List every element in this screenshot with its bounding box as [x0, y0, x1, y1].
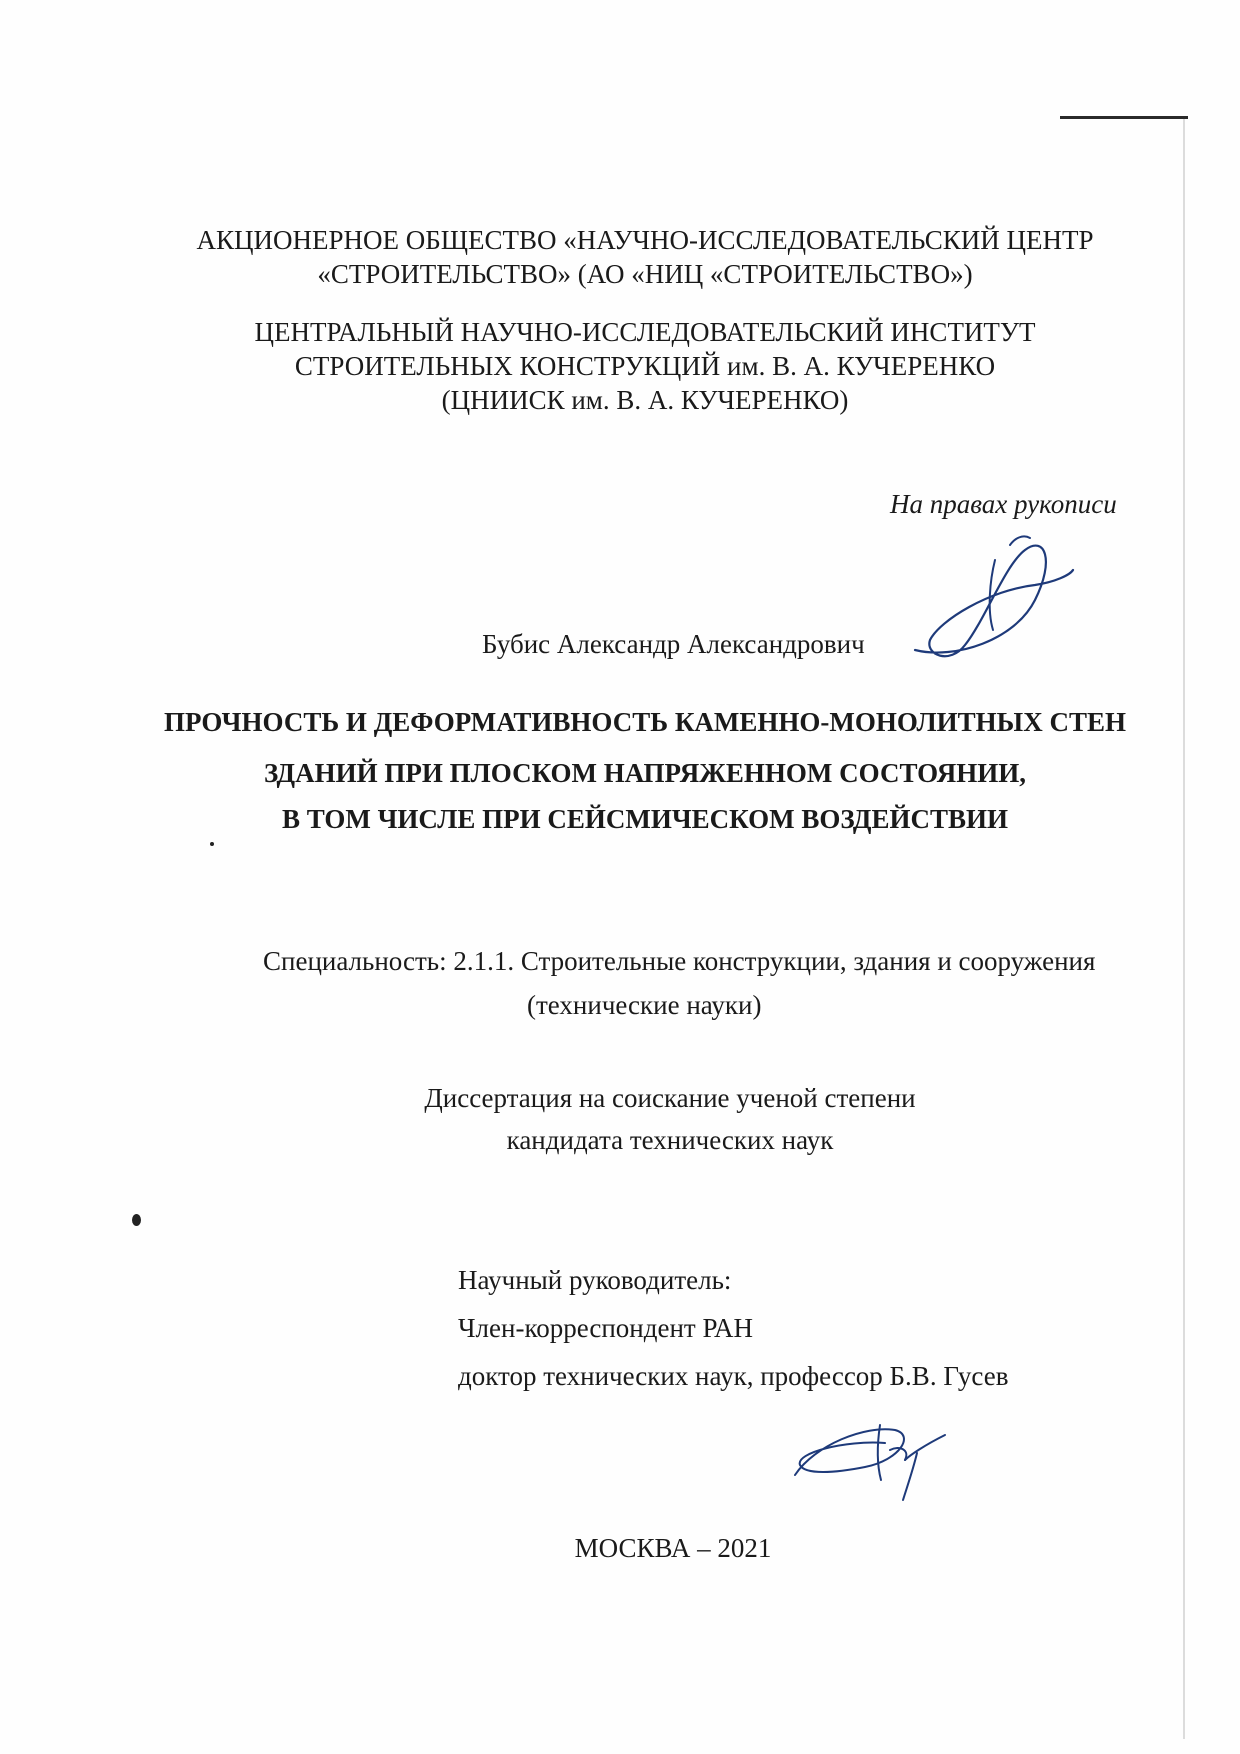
- title-line-3: В ТОМ ЧИСЛЕ ПРИ СЕЙСМИЧЕСКОМ ВОЗДЕЙСТВИИ: [281, 804, 1009, 834]
- manuscript-rights: На правах рукописи: [890, 489, 1117, 519]
- scan-speck: [132, 1214, 141, 1226]
- title-line-1: ПРОЧНОСТЬ И ДЕФОРМАТИВНОСТЬ КАМЕННО-МОНОЛИТНЫХ СТЕН: [164, 707, 1126, 737]
- institute-line-3: (ЦНИИСК им. В. А. КУЧЕРЕНКО): [441, 385, 849, 415]
- specialty-line-2: (технические науки): [527, 990, 762, 1020]
- footer-city-year: МОСКВА – 2021: [574, 1533, 772, 1563]
- dissertation-line-1: Диссертация на соискание ученой степени: [424, 1083, 916, 1113]
- supervisor-rank: Член-корреспондент РАН: [458, 1313, 754, 1343]
- organization-line-1: АКЦИОНЕРНОЕ ОБЩЕСТВО «НАУЧНО-ИССЛЕДОВАТЕЛЬСКИЙ ЦЕНТР: [196, 225, 1094, 255]
- title-line-2: ЗДАНИЙ ПРИ ПЛОСКОМ НАПРЯЖЕННОМ СОСТОЯНИИ,: [263, 758, 1027, 788]
- institute-line-1: ЦЕНТРАЛЬНЫЙ НАУЧНО-ИССЛЕДОВАТЕЛЬСКИЙ ИНСТИТУТ: [254, 317, 1036, 347]
- supervisor-signature: [785, 1405, 955, 1505]
- organization-line-2: «СТРОИТЕЛЬСТВО» (АО «НИЦ «СТРОИТЕЛЬСТВО»): [317, 259, 973, 289]
- scan-edge-top: [1060, 116, 1188, 119]
- supervisor-degree-name: доктор технических наук, профессор Б.В. Гусев: [458, 1361, 1009, 1391]
- scan-speck: [210, 842, 214, 846]
- specialty-line-1: Специальность: 2.1.1. Строительные конструкции, здания и сооружения: [263, 946, 1096, 976]
- dissertation-line-2: кандидата технических наук: [506, 1125, 834, 1155]
- supervisor-label: Научный руководитель:: [458, 1265, 732, 1295]
- author-name: Бубис Александр Александрович: [482, 629, 865, 659]
- author-signature: [895, 530, 1075, 670]
- institute-line-2: СТРОИТЕЛЬНЫХ КОНСТРУКЦИЙ им. В. А. КУЧЕРЕНКО: [294, 351, 996, 381]
